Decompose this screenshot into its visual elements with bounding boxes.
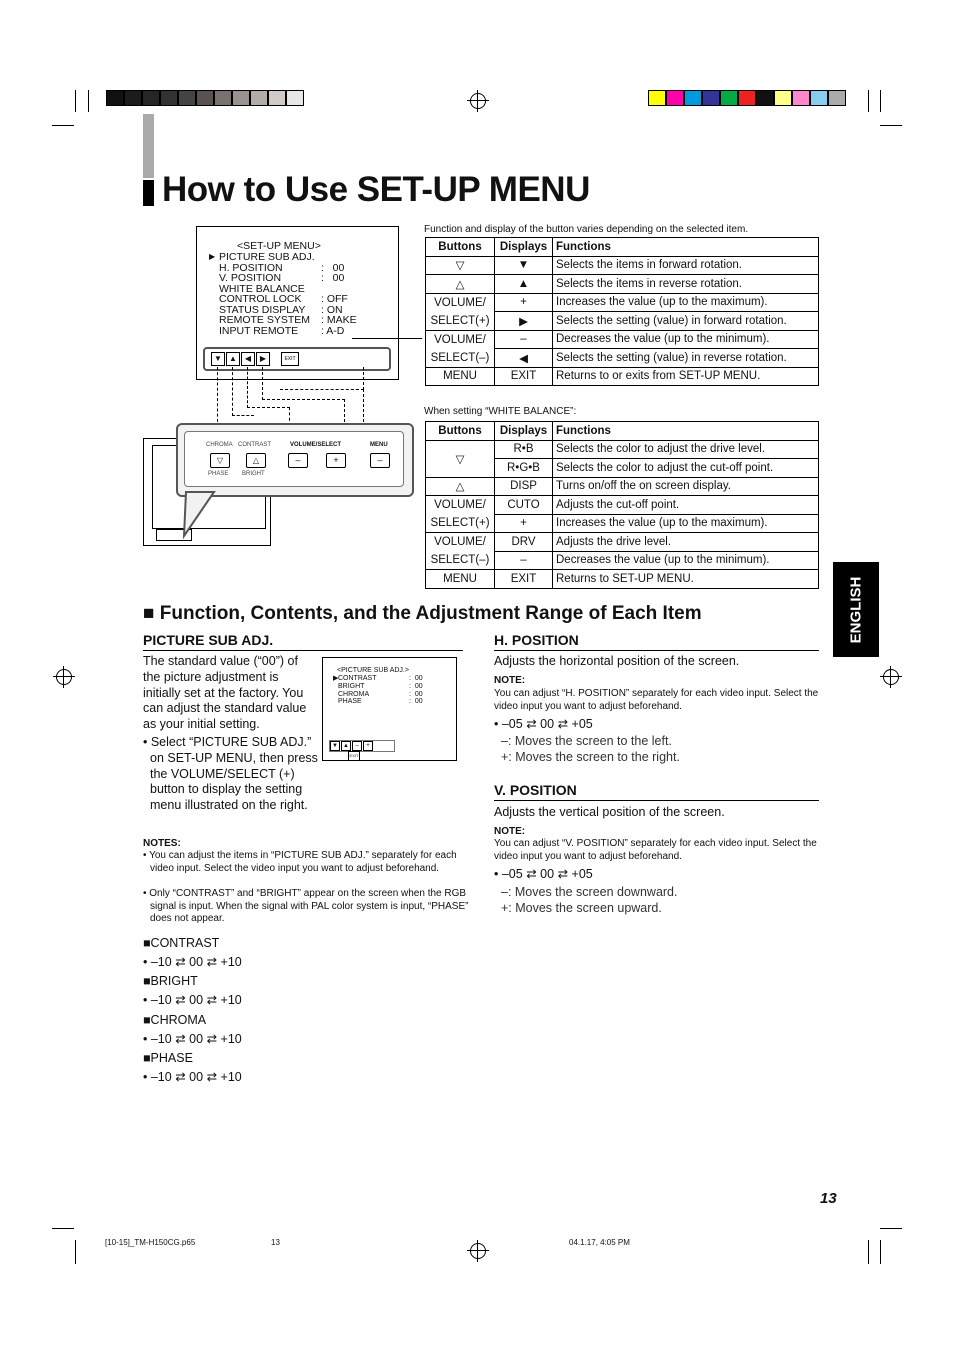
panel-label-chroma: CHROMA bbox=[206, 442, 233, 448]
table-row: SELECT(+) ▶ Selects the setting (value) in forward rotation. bbox=[426, 312, 819, 331]
registration-mark-icon bbox=[470, 1243, 486, 1259]
panel-up-button[interactable]: △ bbox=[246, 453, 266, 468]
control-panel-closeup bbox=[176, 423, 414, 497]
crop-mark bbox=[880, 90, 881, 112]
note-item: • You can adjust the items in “PICTURE SUB ADJ.” separately for each video input. Select the video input you want to adjust beforehand. bbox=[143, 850, 457, 874]
panel-pointer bbox=[180, 490, 220, 540]
menu-bar-button: ▲ bbox=[226, 352, 240, 366]
cycle-arrows-icon: ⇄ bbox=[206, 1031, 218, 1046]
footer-page: 13 bbox=[271, 1238, 280, 1247]
table-row: VOLUME/ DRV Adjusts the drive level. bbox=[426, 533, 819, 552]
swatch bbox=[142, 90, 160, 106]
pic-sub-menu-title: <PICTURE SUB ADJ.> bbox=[337, 667, 409, 674]
setup-menu-title: <SET-UP MENU> bbox=[237, 240, 321, 252]
cycle-arrows-icon: ⇄ bbox=[526, 717, 537, 731]
title-marker bbox=[143, 180, 154, 206]
swatch bbox=[124, 90, 142, 106]
cycle-arrows-icon: ⇄ bbox=[175, 993, 186, 1008]
swatch bbox=[232, 90, 250, 106]
registration-mark-icon bbox=[470, 93, 486, 109]
table-row: SELECT(–) ◀ Selects the setting (value) in reverse rotation. bbox=[426, 349, 819, 368]
range-item-name: ■BRIGHT bbox=[143, 974, 198, 989]
v-position-range: • –05 ⇄ 00 ⇄ +05 bbox=[494, 867, 593, 881]
crop-mark bbox=[52, 1228, 74, 1229]
footer-file: [10-15]_TM-H150CG.p65 bbox=[105, 1238, 196, 1247]
range-values: • –10 ⇄ 00 ⇄ +10 bbox=[143, 955, 242, 969]
v-position-note: You can adjust “V. POSITION” separately for each video input. Select the video input you want to adjust beforehand. bbox=[494, 838, 817, 862]
h-position-note-heading: NOTE: bbox=[494, 675, 526, 686]
title-accent-bar bbox=[143, 114, 154, 178]
table1-header: Buttons bbox=[426, 238, 495, 257]
swatch bbox=[250, 90, 268, 106]
cursor-arrow-icon: ▶ bbox=[209, 252, 216, 261]
footer-date: 04.1.17, 4:05 PM bbox=[569, 1238, 630, 1247]
connector-line bbox=[352, 338, 422, 339]
table1-header: Displays bbox=[495, 238, 553, 257]
section-title: ■ Function, Contents, and the Adjustment Range of Each Item bbox=[143, 603, 702, 624]
swatch bbox=[196, 90, 214, 106]
language-tab: ENGLISH bbox=[833, 562, 879, 657]
table-row: ▽ R•B Selects the color to adjust the drive level. bbox=[426, 440, 819, 459]
panel-label-menu: MENU bbox=[370, 442, 388, 448]
crop-mark bbox=[868, 1240, 869, 1264]
range-item-name: ■PHASE bbox=[143, 1050, 193, 1065]
crop-mark bbox=[880, 1228, 902, 1229]
white-balance-table bbox=[425, 421, 819, 589]
crop-mark bbox=[880, 1240, 881, 1264]
table-row: MENU EXIT Returns to or exits from SET-UP MENU. bbox=[426, 367, 819, 386]
panel-label-contrast: CONTRAST bbox=[238, 442, 271, 448]
mini-bar-button: EXIT bbox=[348, 751, 360, 761]
page-number: 13 bbox=[820, 1190, 837, 1207]
panel-label-phase: PHASE bbox=[208, 471, 229, 477]
v-position-minus: –: Moves the screen downward. bbox=[501, 885, 678, 899]
panel-menu-button[interactable]: – bbox=[370, 453, 390, 468]
table1-header: Functions bbox=[553, 238, 819, 257]
pic-sub-paragraph: The standard value (“00”) of the picture adjustment is initially set at the factory. You can adjust the standard value as your initial setting. bbox=[143, 654, 307, 732]
divider bbox=[143, 650, 463, 651]
swatch bbox=[160, 90, 178, 106]
panel-label-bright: BRIGHT bbox=[242, 471, 265, 477]
mini-bar-button: + bbox=[363, 741, 373, 751]
v-position-plus: +: Moves the screen upward. bbox=[501, 901, 662, 915]
swatch bbox=[810, 90, 828, 106]
table2-header: Functions bbox=[553, 422, 819, 441]
crop-mark bbox=[868, 90, 869, 112]
panel-label-volume-select: VOLUME/SELECT bbox=[290, 442, 342, 448]
menu-bar-button: ◀ bbox=[241, 352, 255, 366]
mini-bar-button: ▼ bbox=[330, 741, 340, 751]
cycle-arrows-icon: ⇄ bbox=[206, 1069, 218, 1084]
table-row: MENU EXIT Returns to SET-UP MENU. bbox=[426, 570, 819, 589]
table2-caption: When setting “WHITE BALANCE”: bbox=[424, 406, 577, 417]
range-values: • –10 ⇄ 00 ⇄ +10 bbox=[143, 1069, 242, 1084]
swatch bbox=[648, 90, 666, 106]
page-title: How to Use SET-UP MENU bbox=[162, 170, 590, 209]
menu-bar-button: ▼ bbox=[211, 352, 225, 366]
table2-header: Displays bbox=[495, 422, 553, 441]
panel-plus-button[interactable]: + bbox=[326, 453, 346, 468]
panel-down-button[interactable]: ▽ bbox=[210, 453, 230, 468]
note-item: • Only “CONTRAST” and “BRIGHT” appear on the screen when the RGB signal is input. When the signal with PAL color system is input, “PHASE” does not appear. bbox=[143, 888, 469, 924]
mini-bar-button: – bbox=[352, 741, 362, 751]
divider bbox=[494, 800, 819, 801]
swatch bbox=[286, 90, 304, 106]
swatch bbox=[106, 90, 124, 106]
crop-mark bbox=[75, 90, 76, 112]
swatch bbox=[774, 90, 792, 106]
table-row: SELECT(–) – Decreases the value (up to the minimum). bbox=[426, 551, 819, 570]
crop-mark bbox=[880, 125, 902, 126]
table1-caption: Function and display of the button varies depending on the selected item. bbox=[424, 224, 749, 235]
menu-bar-button: ▶ bbox=[256, 352, 270, 366]
table-row: VOLUME/ + Increases the value (up to the maximum). bbox=[426, 293, 819, 312]
h-position-desc: Adjusts the horizontal position of the screen. bbox=[494, 654, 740, 668]
h-position-minus: –: Moves the screen to the left. bbox=[501, 734, 672, 748]
h-position-range: • –05 ⇄ 00 ⇄ +05 bbox=[494, 717, 593, 731]
swatch bbox=[702, 90, 720, 106]
leader-line bbox=[280, 367, 364, 390]
leader-line bbox=[217, 367, 218, 427]
range-values: • –10 ⇄ 00 ⇄ +10 bbox=[143, 993, 242, 1008]
crop-mark bbox=[75, 1240, 76, 1264]
v-position-heading: V. POSITION bbox=[494, 782, 577, 798]
table-row: △ ▲ Selects the items in reverse rotation. bbox=[426, 275, 819, 294]
mini-bar-button: ▲ bbox=[341, 741, 351, 751]
cycle-arrows-icon: ⇄ bbox=[175, 1069, 186, 1084]
cycle-arrows-icon: ⇄ bbox=[175, 1031, 186, 1046]
table-row: VOLUME/ – Decreases the value (up to the minimum). bbox=[426, 330, 819, 349]
range-item-name: ■CONTRAST bbox=[143, 936, 220, 950]
cycle-arrows-icon: ⇄ bbox=[206, 993, 218, 1008]
swatch bbox=[828, 90, 846, 106]
range-item-name: ■CHROMA bbox=[143, 1012, 207, 1027]
button-function-table bbox=[425, 237, 819, 386]
range-values: • –10 ⇄ 00 ⇄ +10 bbox=[143, 1031, 242, 1046]
pic-sub-heading: PICTURE SUB ADJ. bbox=[143, 632, 274, 648]
crop-mark bbox=[52, 125, 74, 126]
h-position-heading: H. POSITION bbox=[494, 632, 579, 648]
menu-bar-button: EXIT bbox=[281, 352, 299, 366]
pic-sub-menu-display: <PICTURE SUB ADJ.> ▶ CONTRAST : 00 BRIGHT : 00 CHROMA : 00 PHASE : 00 ▼ ▲ – +EXIT bbox=[322, 657, 457, 761]
h-position-plus: +: Moves the screen to the right. bbox=[501, 750, 680, 764]
swatch bbox=[178, 90, 196, 106]
crop-mark bbox=[88, 90, 89, 112]
swatch bbox=[268, 90, 286, 106]
notes-heading: NOTES: bbox=[143, 838, 181, 849]
panel-minus-button[interactable]: – bbox=[288, 453, 308, 468]
swatch bbox=[214, 90, 232, 106]
cycle-arrows-icon: ⇄ bbox=[557, 717, 569, 731]
table-row: VOLUME/ CUTO Adjusts the cut-off point. bbox=[426, 496, 819, 515]
divider bbox=[494, 650, 819, 651]
table-row: △ DISP Turns on/off the on screen display. bbox=[426, 477, 819, 496]
swatch bbox=[792, 90, 810, 106]
cycle-arrows-icon: ⇄ bbox=[206, 955, 218, 969]
pic-sub-button-bar bbox=[329, 740, 395, 758]
swatch bbox=[684, 90, 702, 106]
table-row: R•G•B Selects the color to adjust the cut-off point. bbox=[426, 459, 819, 478]
cycle-arrows-icon: ⇄ bbox=[526, 867, 537, 881]
setup-menu-display: <SET-UP MENU> ▶ PICTURE SUB ADJ. H. POSITION : 00 V. POSITION : 00 WHITE BALANCE CONTROL LOCK : OFF STATUS DISPLAY : ON REMOTE SYSTEM : MAKE INPUT REMOTE : A-D ▼ ▲ ◀ ▶ EXIT bbox=[196, 226, 399, 380]
swatch bbox=[756, 90, 774, 106]
table2-header: Buttons bbox=[426, 422, 495, 441]
swatch bbox=[720, 90, 738, 106]
cycle-arrows-icon: ⇄ bbox=[557, 867, 569, 881]
v-position-desc: Adjusts the vertical position of the screen. bbox=[494, 805, 725, 819]
swatch bbox=[666, 90, 684, 106]
registration-mark-icon bbox=[883, 669, 899, 685]
table-row: SELECT(+) + Increases the value (up to the maximum). bbox=[426, 514, 819, 533]
h-position-note: You can adjust “H. POSITION” separately for each video input. Select the video input you want to adjust beforehand. bbox=[494, 688, 819, 712]
pic-sub-bullet: • Select “PICTURE SUB ADJ.” on SET-UP MENU, then press the VOLUME/SELECT (+) button to display the setting menu illustrated on the right. bbox=[143, 735, 318, 813]
v-position-note-heading: NOTE: bbox=[494, 826, 526, 837]
registration-mark-icon bbox=[56, 669, 72, 685]
cycle-arrows-icon: ⇄ bbox=[175, 955, 186, 969]
table-row: ▽ ▼ Selects the items in forward rotation. bbox=[426, 256, 819, 275]
swatch bbox=[738, 90, 756, 106]
